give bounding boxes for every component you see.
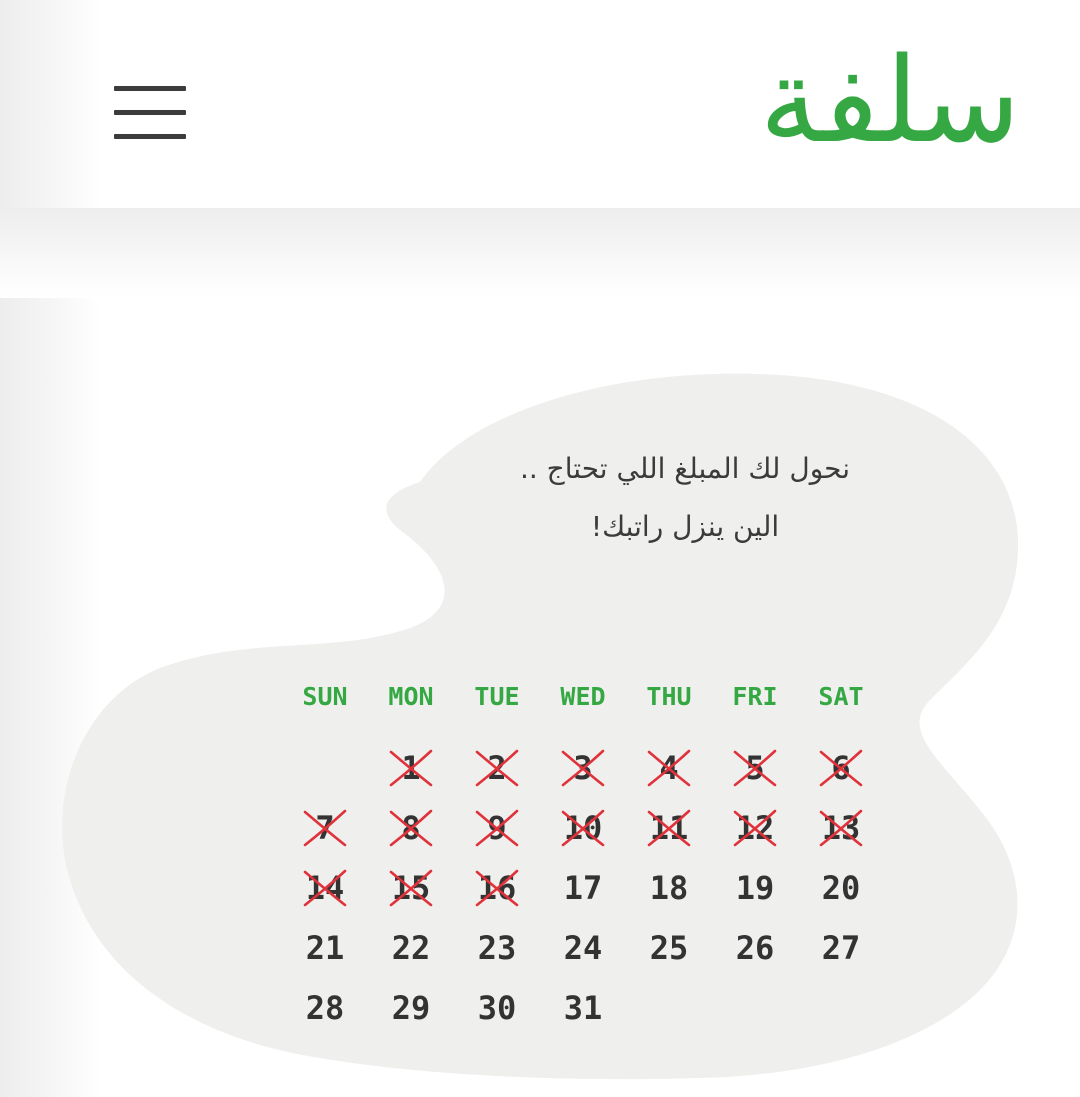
calendar-day-25: 25 bbox=[649, 929, 689, 967]
calendar-day-8: 8 bbox=[368, 803, 454, 853]
calendar-day-23: 23 bbox=[477, 929, 517, 967]
calendar-day-20: 20 bbox=[821, 869, 861, 907]
weekday-fri: FRI bbox=[732, 682, 778, 711]
cross-out-mark-icon bbox=[731, 808, 779, 848]
calendar-day-9: 9 bbox=[454, 803, 540, 853]
weekday-mon: MON bbox=[388, 682, 434, 711]
calendar-day-6: 6 bbox=[798, 743, 884, 793]
calendar-day-17: 17 bbox=[563, 869, 603, 907]
calendar-day-27: 27 bbox=[821, 929, 861, 967]
calendar-day-2: 2 bbox=[454, 743, 540, 793]
calendar-day-5: 5 bbox=[712, 743, 798, 793]
calendar-day-19: 19 bbox=[735, 869, 775, 907]
cross-out-mark-icon bbox=[817, 748, 865, 788]
weekday-sun: SUN bbox=[302, 682, 348, 711]
promo-line-1: نحول لك المبلغ اللي تحتاج .. bbox=[519, 452, 851, 485]
calendar-day-22: 22 bbox=[391, 929, 431, 967]
weekday-tue: TUE bbox=[474, 682, 520, 711]
promo-line-2: الين ينزل راتبك! bbox=[590, 510, 780, 543]
cross-out-mark-icon bbox=[301, 808, 349, 848]
weekday-thu: THU bbox=[646, 682, 692, 711]
calendar-day-13: 13 bbox=[798, 803, 884, 853]
cross-out-mark-icon bbox=[387, 808, 435, 848]
calendar-day-12: 12 bbox=[712, 803, 798, 853]
calendar-day-18: 18 bbox=[649, 869, 689, 907]
cross-out-mark-icon bbox=[645, 808, 693, 848]
calendar-day-21: 21 bbox=[305, 929, 345, 967]
calendar-day-28: 28 bbox=[305, 989, 345, 1027]
calendar-day-1: 1 bbox=[368, 743, 454, 793]
calendar-day-31: 31 bbox=[563, 989, 603, 1027]
cross-out-mark-icon bbox=[559, 808, 607, 848]
calendar-day-3: 3 bbox=[540, 743, 626, 793]
weekday-sat: SAT bbox=[818, 682, 864, 711]
calendar-day-14: 14 bbox=[282, 863, 368, 913]
cross-out-mark-icon bbox=[473, 868, 521, 908]
cross-out-mark-icon bbox=[387, 748, 435, 788]
calendar-day-26: 26 bbox=[735, 929, 775, 967]
calendar-day-4: 4 bbox=[626, 743, 712, 793]
calendar-day-24: 24 bbox=[563, 929, 603, 967]
calendar-day-11: 11 bbox=[626, 803, 712, 853]
cross-out-mark-icon bbox=[301, 868, 349, 908]
weekday-wed: WED bbox=[560, 682, 606, 711]
cross-out-mark-icon bbox=[817, 808, 865, 848]
cross-out-mark-icon bbox=[645, 748, 693, 788]
cross-out-mark-icon bbox=[731, 748, 779, 788]
cross-out-mark-icon bbox=[387, 868, 435, 908]
cross-out-mark-icon bbox=[473, 748, 521, 788]
brand-logo[interactable]: سلفة bbox=[759, 31, 1021, 169]
calendar-day-16: 16 bbox=[454, 863, 540, 913]
calendar-day-10: 10 bbox=[540, 803, 626, 853]
calendar-day-15: 15 bbox=[368, 863, 454, 913]
cross-out-mark-icon bbox=[559, 748, 607, 788]
calendar-day-7: 7 bbox=[282, 803, 368, 853]
calendar-day-30: 30 bbox=[477, 989, 517, 1027]
cross-out-mark-icon bbox=[473, 808, 521, 848]
calendar-day-29: 29 bbox=[391, 989, 431, 1027]
month-calendar bbox=[282, 0, 887, 1097]
